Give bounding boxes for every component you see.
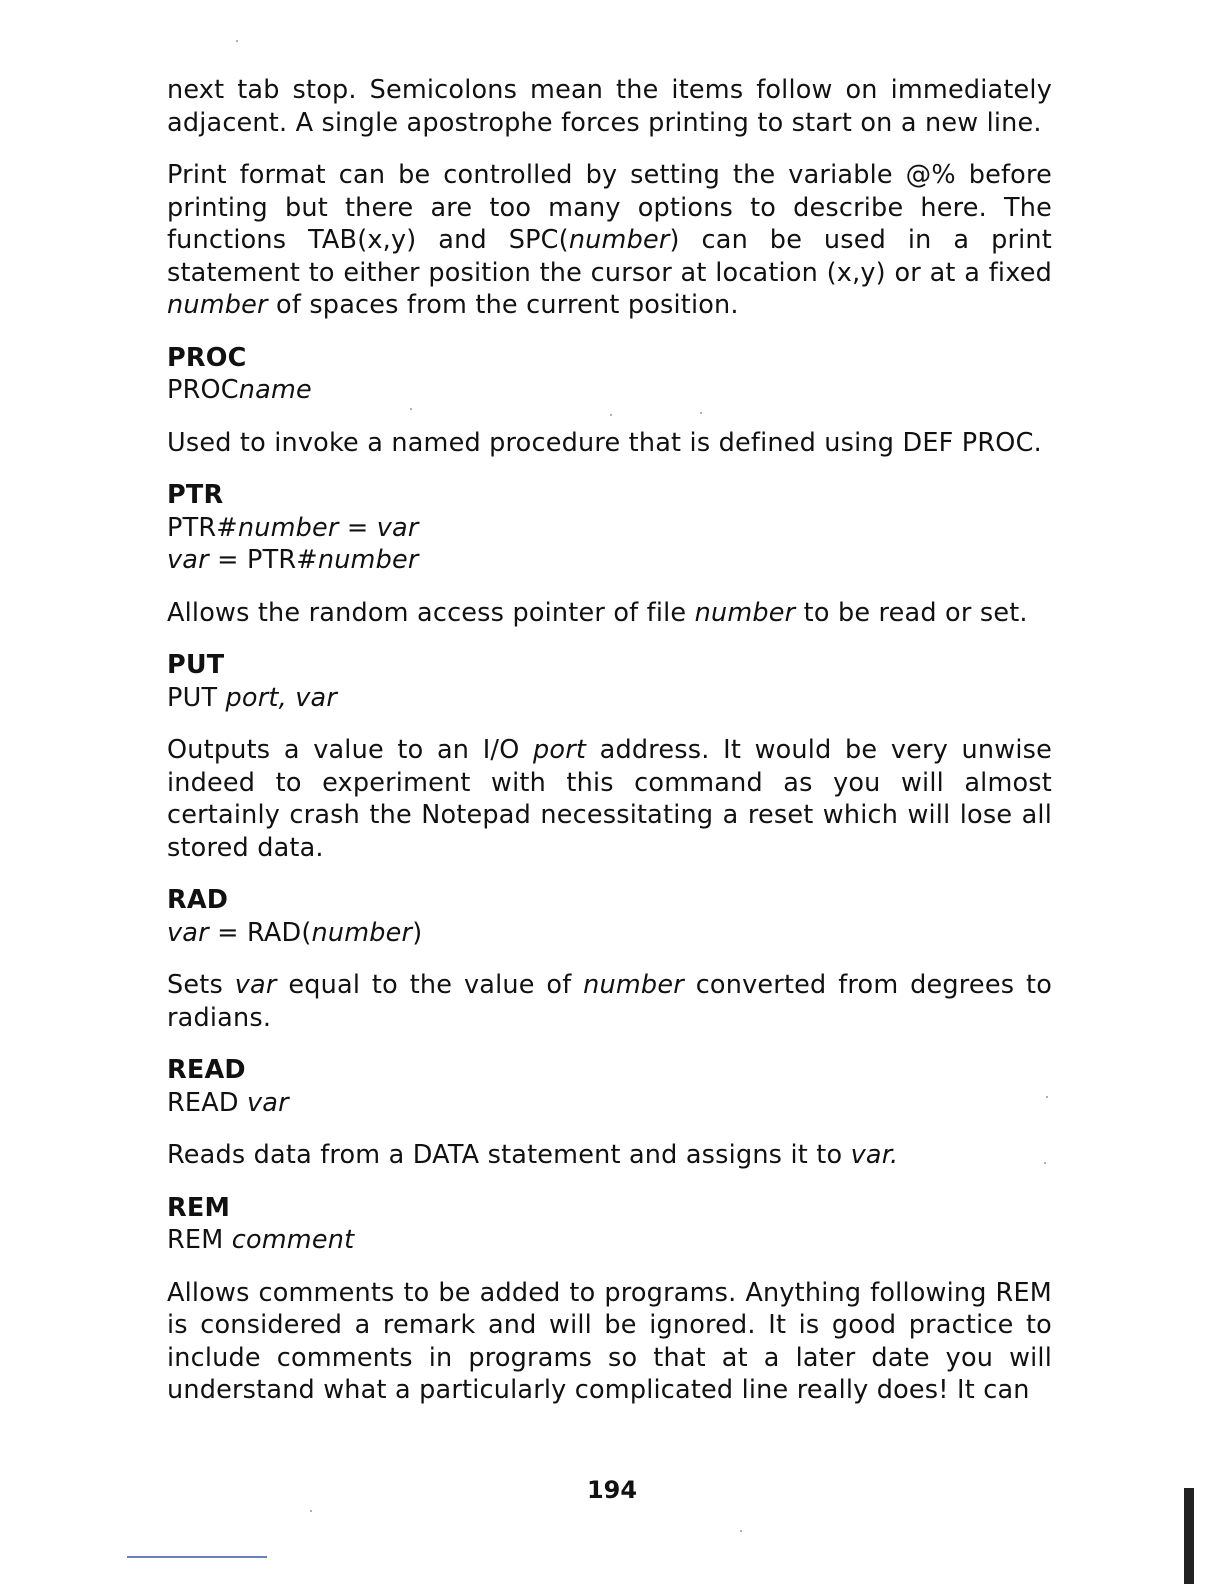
desc-text: Sets <box>167 970 235 1000</box>
desc-italic: var. <box>850 1140 899 1170</box>
syntax-italic: number <box>311 917 413 948</box>
print-format-text-1: Print format can be controlled by setting the variable @% before printing but there are too many options to describe here. The functions TAB(x,y) and SPC( <box>167 160 1052 255</box>
syntax-text: REM <box>167 1225 232 1255</box>
syntax-line <box>167 374 1052 407</box>
keyword-heading: REM <box>167 1192 231 1223</box>
syntax-italic: number <box>317 545 419 575</box>
desc-text: Outputs a value to an I/O <box>167 735 534 765</box>
print-format-text-3: of spaces from the current position. <box>267 290 739 320</box>
scan-speck <box>1046 1096 1048 1098</box>
syntax-text: PUT <box>167 682 226 713</box>
keyword-heading: RAD <box>167 885 229 915</box>
entry-proc <box>167 342 1052 407</box>
intro-paragraph: next tab stop. Semicolons mean the items follow on immediately adjacent. A single apostrophe forces printing to start on a new line. <box>167 75 1052 138</box>
syntax-italic: comment <box>231 1225 355 1255</box>
syntax-text: READ <box>167 1087 248 1118</box>
desc-text: to be read or set. <box>795 597 1028 628</box>
desc-italic: number <box>694 597 796 628</box>
syntax-text: = PTR# <box>208 545 318 575</box>
syntax-text: PROC <box>167 375 239 405</box>
page-number: 194 <box>586 1476 638 1504</box>
desc-text: equal to the value of <box>276 970 584 1000</box>
syntax-italic: var <box>376 512 419 543</box>
keyword-heading: PUT <box>167 650 225 680</box>
entry-rad-description <box>167 969 1052 1034</box>
syntax-italic: number <box>237 512 339 543</box>
syntax-line <box>167 917 1052 950</box>
syntax-italic: name <box>238 375 312 405</box>
syntax-text: PTR# <box>167 512 238 543</box>
desc-italic: number <box>583 970 684 1000</box>
syntax-line <box>167 682 1052 715</box>
syntax-line <box>167 512 1052 545</box>
syntax-italic: var <box>247 1087 289 1118</box>
print-format-italic-2: number <box>167 290 268 320</box>
syntax-text: ) <box>412 917 423 948</box>
syntax-text: = <box>338 512 377 543</box>
entry-rem <box>167 1192 1052 1257</box>
scan-speck <box>310 1510 312 1512</box>
desc-italic: var <box>234 970 277 1000</box>
scan-speck <box>740 1530 742 1532</box>
print-format-paragraph <box>167 159 1052 322</box>
keyword-heading: PROC <box>167 342 247 373</box>
desc-text: Reads data from a DATA statement and assigns it to <box>167 1140 851 1170</box>
scan-edge-mark <box>1184 1488 1194 1584</box>
entry-read <box>167 1054 1052 1119</box>
syntax-italic: var <box>167 917 209 948</box>
keyword-heading: PTR <box>167 480 224 510</box>
desc-text: converted from degrees to radians. <box>167 970 1052 1033</box>
entry-put-description <box>167 734 1052 864</box>
keyword-heading: READ <box>167 1055 246 1085</box>
entry-ptr-description <box>167 597 1052 630</box>
entry-ptr <box>167 479 1052 577</box>
syntax-line <box>167 1224 1052 1257</box>
scan-speck <box>700 412 702 414</box>
syntax-text: = RAD( <box>208 917 312 948</box>
print-format-italic-1: number <box>568 225 670 255</box>
syntax-italic: var <box>167 545 209 575</box>
entry-rad <box>167 884 1052 949</box>
scan-speck <box>410 408 412 410</box>
entry-rem-description: Allows comments to be added to programs. Anything following REM is considered a remark and will be ignored. It is good practice to include comments in programs so that at a later date you will understand what a particularly complicated line really does! It can <box>167 1277 1052 1405</box>
desc-italic: port <box>533 735 587 765</box>
entry-put <box>167 649 1052 714</box>
syntax-italic: port, var <box>225 682 338 713</box>
footer-rule <box>127 1556 267 1558</box>
scan-speck <box>236 40 238 42</box>
entry-read-description <box>167 1139 1052 1172</box>
print-format-text-2: ) can be used in a print statement to either position the cursor at location (x,y) or at a fixed <box>167 225 1052 288</box>
page-body <box>167 74 1052 1427</box>
scan-speck <box>1044 1162 1046 1164</box>
desc-text: Allows the random access pointer of file <box>167 597 695 628</box>
scan-speck <box>610 414 612 416</box>
syntax-line <box>167 1087 1052 1120</box>
desc-text: address. It would be very unwise indeed to experiment with this command as you will almost certainly crash the Notepad necessitating a reset which will lose all stored data. <box>167 735 1052 863</box>
syntax-line <box>167 544 1052 577</box>
entry-proc-description: Used to invoke a named procedure that is defined using DEF PROC. <box>167 427 1042 458</box>
